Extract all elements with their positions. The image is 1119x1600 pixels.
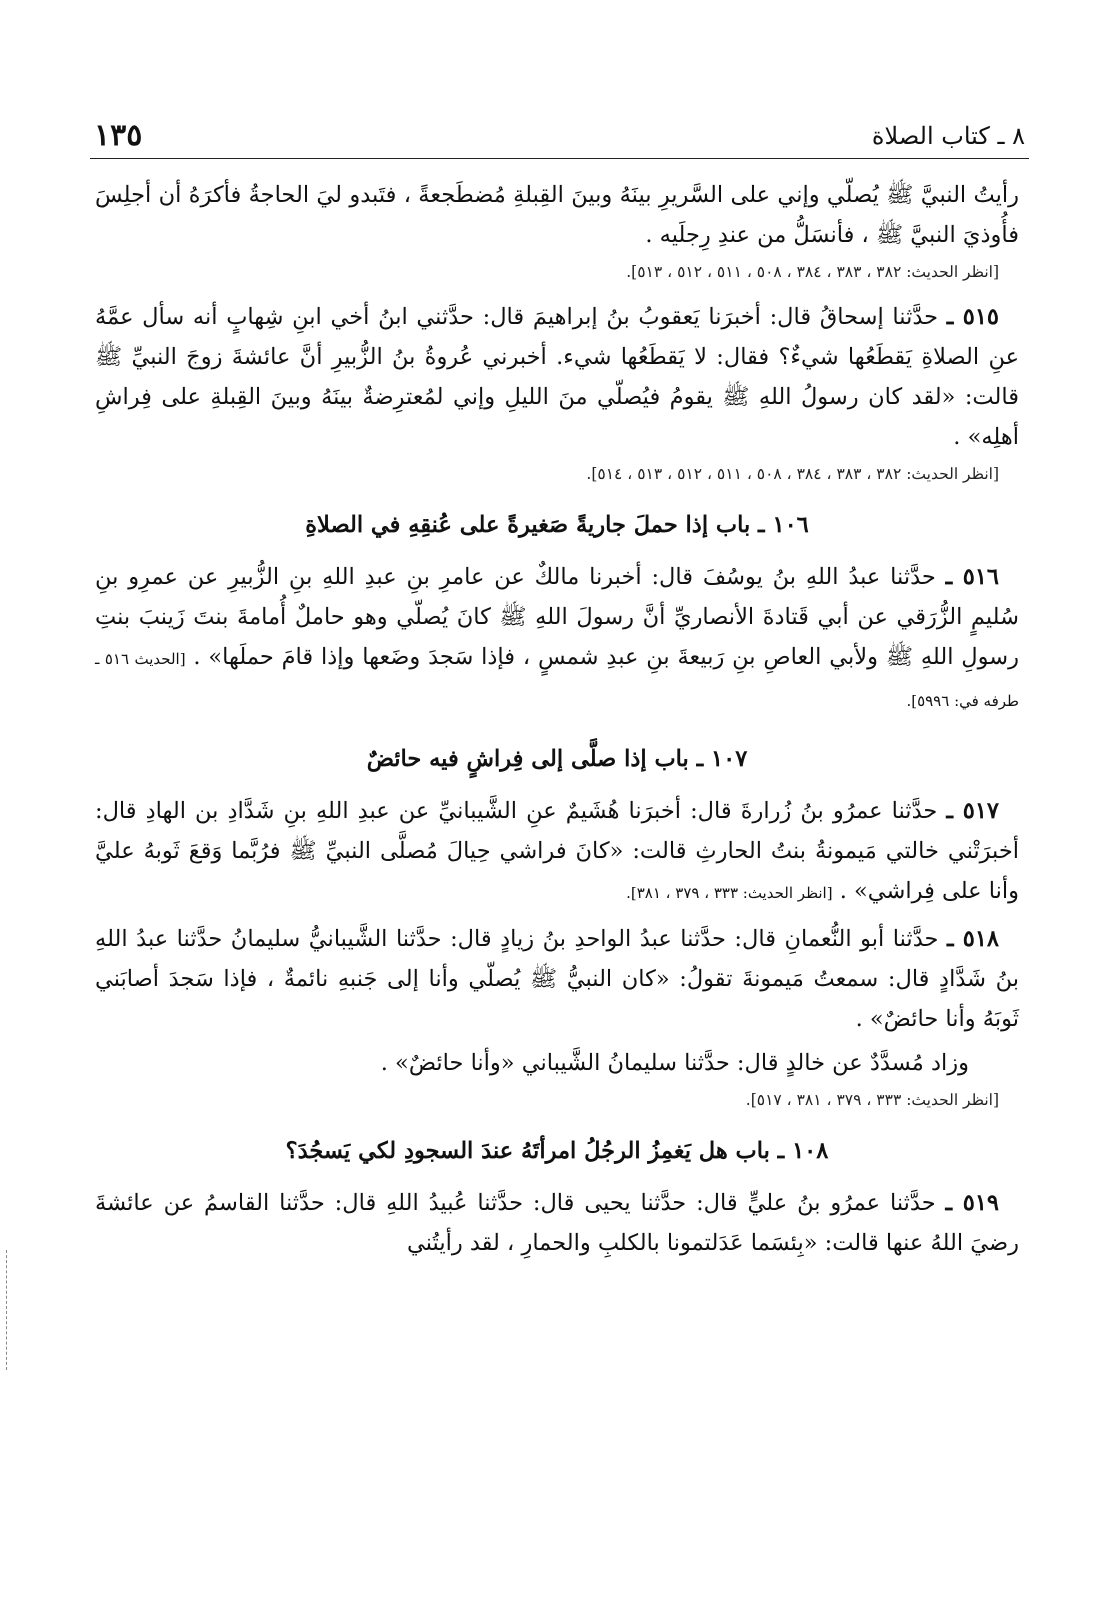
hadith-addition: وزاد مُسدَّدٌ عن خالدٍ قال: حدَّثنا سليمانُ الشَّيباني «وأنا حائضٌ» . [380, 1050, 969, 1076]
hadith-518 [95, 919, 1019, 1039]
hadith-515 [95, 297, 1019, 457]
hadith-text: حدَّثنا عمرُو بنُ عليٍّ قال: حدَّثنا يحيى قال: حدَّثنا عُبيدُ اللهِ قال: حدَّثنا القاسمُ عن عائشةَ رضيَ اللهُ عنها قالت: «بِئسَما عَدَلتمونا بالكلبِ والحمارِ ، لقد رأيتُني [95, 1190, 1019, 1256]
hadith-517 [95, 791, 1019, 913]
page-number: ١٣٥ [94, 118, 143, 153]
hadith-number: ٥١٨ ـ [946, 926, 999, 952]
chapter-heading-106: ١٠٦ ـ باب إذا حملَ جاريةً صَغيرةً على عُنقِهِ في الصلاةِ [305, 512, 809, 538]
hadith-reference: [انظر الحديث: ٣٣٣ ، ٣٧٩ ، ٣٨١ ، ٥١٧]. [745, 1091, 999, 1109]
hadith-text: حدَّثنا عبدُ اللهِ بنُ يوسُفَ قال: أخبرنا مالكٌ عن عامرِ بنِ عبدِ اللهِ بنِ الزُّبيرِ عن عمرِو بنِ سُليمٍ الزُّرَقي عن أبي قَتادةَ الأنصاريِّ أنَّ رسولَ اللهِ ﷺ كانَ يُصلّي وهو حاملٌ أُمامةَ بنتَ زَينبَ بنتِ رسولِ اللهِ ﷺ ولأبي العاصِ بنِ رَبيعةَ بنِ عبدِ شمسٍ ، فإذا سَجدَ وضَعها وإذا قامَ حملَها» . [95, 564, 1019, 670]
hadith-text: حدَّثنا إسحاقُ قال: أخبرَنا يَعقوبُ بنُ إبراهيمَ قال: حدَّثني ابنُ أخي ابنِ شِهابٍ أنه سأل عمَّهُ عنِ الصلاةِ يَقطَعُها شيءٌ؟ فقال: لا يَقطَعُها شيء. أخبرني عُروةُ بنُ الزُّبيرِ أنَّ عائشةَ زوجَ النبيِّ ﷺ قالت: «لقد كان رسولُ اللهِ ﷺ يقومُ فيُصلّي منَ الليلِ وإني لمُعترِضةٌ بينَهُ وبينَ القِبلةِ على فِراشِ أهلِه» . [95, 304, 1019, 450]
hadith-number: ٥١٩ ـ [945, 1190, 999, 1216]
hadith-text: حدَّثنا عمرُو بنُ زُرارةَ قال: أخبرَنا هُشَيمٌ عنِ الشَّيبانيِّ عن عبدِ اللهِ بنِ شَدَّادِ بن الهادِ قال: أخبرَتْني خالتي مَيمونةُ بنتُ الحارثِ قالت: «كانَ فراشي حِيالَ مُصلَّى النبيِّ ﷺ فرُبَّما وَقعَ ثَوبهُ عليَّ وأنا على فِراشي» . [95, 798, 1019, 904]
scan-edge-mark [6, 1250, 8, 1370]
hadith-519 [95, 1183, 1019, 1263]
hadith-text: حدَّثنا أبو النُّعمانِ قال: حدَّثنا عبدُ الواحدِ بنُ زيادٍ قال: حدَّثنا الشَّيبانيُّ سليمانُ حدَّثنا عبدُ اللهِ بنُ شَدَّادٍ قال: سمعتُ مَيمونةَ تقولُ: «كان النبيُّ ﷺ يُصلّي وأنا إلى جَنبهِ نائمةٌ ، فإذا سَجدَ أصابَني ثَوبَهُ وأنا حائضٌ» . [95, 926, 1019, 1032]
hadith-reference: [انظر الحديث: ٣٨٢ ، ٣٨٣ ، ٣٨٤ ، ٥٠٨ ، ٥١١ ، ٥١٢ ، ٥١٣ ، ٥١٤]. [586, 465, 999, 483]
hadith-number: ٥١٥ ـ [946, 304, 999, 330]
page-content [95, 175, 1019, 1263]
hadith-reference: [الحديث ٥١٦ ـ طرفه في: ٥٩٩٦]. [95, 650, 1019, 710]
continued-hadith-text: رأيتُ النبيَّ ﷺ يُصلّي وإني على السَّريرِ بينَهُ وبينَ القِبلةِ مُضطَجعةً ، فتَبدو ليَ الحاجةُ فأكرَهُ أن أجلِسَ فأُوذيَ النبيَّ ﷺ ، فأنسَلُّ من عندِ رِجلَيه . [95, 182, 1019, 248]
hadith-number: ٥١٧ ـ [946, 798, 999, 824]
hadith-516 [95, 557, 1019, 721]
running-title: ٨ ـ كتاب الصلاة [871, 122, 1025, 150]
hadith-reference: [انظر الحديث: ٣٣٣ ، ٣٧٩ ، ٣٨١]. [626, 884, 833, 902]
chapter-heading-107: ١٠٧ ـ باب إذا صلَّى إلى فِراشٍ فيه حائضٌ [366, 746, 748, 772]
hadith-reference: [انظر الحديث: ٣٨٢ ، ٣٨٣ ، ٣٨٤ ، ٥٠٨ ، ٥١١ ، ٥١٢ ، ٥١٣]. [626, 263, 999, 281]
hadith-number: ٥١٦ ـ [945, 564, 999, 590]
page-header [90, 118, 1029, 159]
chapter-heading-108: ١٠٨ ـ باب هل يَغمِزُ الرجُلُ امرأتَهُ عندَ السجودِ لكي يَسجُدَ؟ [285, 1138, 829, 1164]
